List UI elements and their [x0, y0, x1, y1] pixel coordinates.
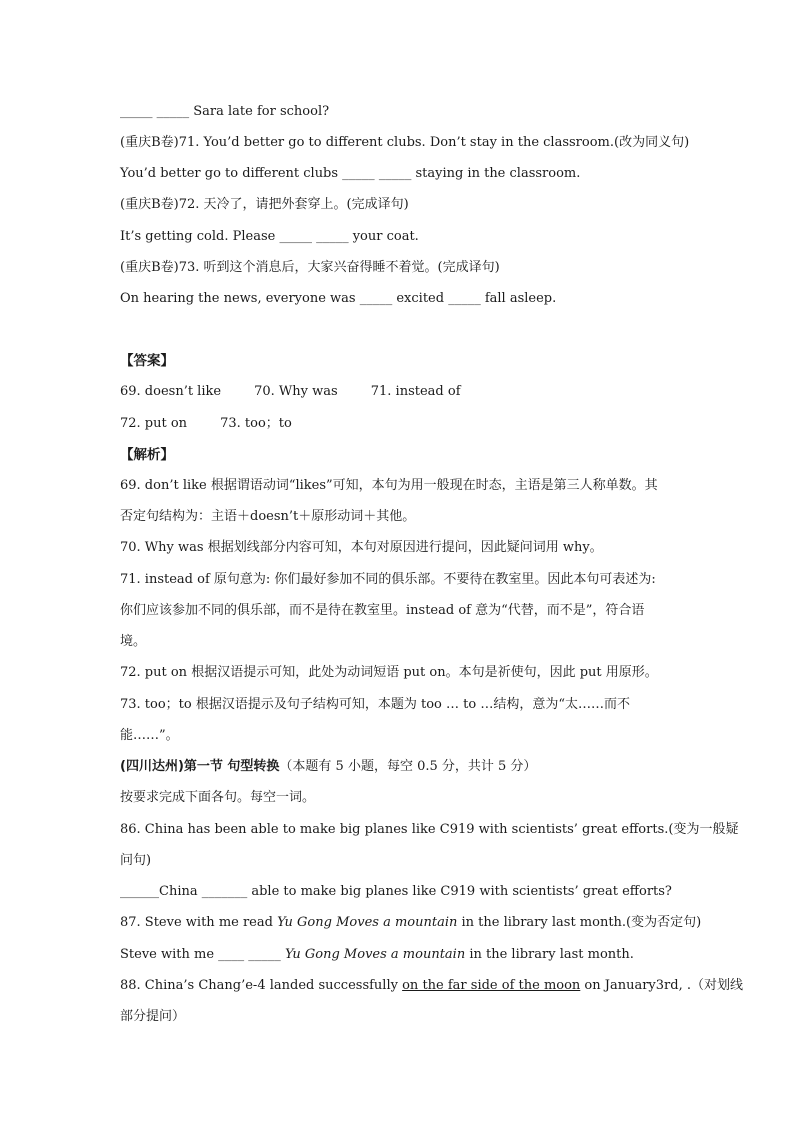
question-71-answer-line: You’d better go to different clubs _____ _____ staying in the classroom. — [120, 166, 581, 181]
question-88-prompt-start: 88. China’s Chang’e-4 landed successfully — [120, 978, 403, 993]
question-87-prompt — [120, 914, 702, 932]
section-heading — [120, 758, 680, 776]
question-72-answer-line: It’s getting cold. Please _____ _____ your coat. — [120, 229, 419, 244]
analysis-heading: 【解析】 — [120, 447, 174, 463]
question-86-prompt-line-2: 问句) — [120, 853, 152, 868]
question-87-book-title: Yu Gong Moves a mountain — [277, 915, 458, 930]
analysis-73-line-1: 73. too；to 根据汉语提示及句子结构可知，本题为 too … to …结构，意为“太……而不 — [120, 697, 630, 712]
answers-row-1: 69. doesn’t like 70. Why was 71. instead of — [120, 384, 461, 399]
question-86-answer-line: ______China _______ able to make big planes like C919 with scientists’ great efforts? — [120, 884, 672, 899]
question-87-answer-line — [120, 946, 680, 964]
section-scoring-note: （本题有 5 小题，每空 0.5 分，共计 5 分） — [279, 759, 537, 774]
section-instructions: 按要求完成下面各句。每空一词。 — [120, 790, 316, 805]
analysis-69-line-2: 否定句结构为：主语＋doesn’t＋原形动词＋其他。 — [120, 509, 416, 524]
analysis-72: 72. put on 根据汉语提示可知，此处为动词短语 put on。本句是祈使句，因此 put 用原形。 — [120, 665, 658, 680]
analysis-71-line-1: 71. instead of 原句意为: 你们最好参加不同的俱乐部。不要待在教室里。因此本句可表述为: — [120, 572, 656, 587]
analysis-71-line-2: 你们应该参加不同的俱乐部，而不是待在教室里。instead of 意为“代替，而不是”，符合语 — [120, 603, 645, 618]
question-72-prompt: (重庆B卷)72. 天冷了，请把外套穿上。(完成译句) — [120, 197, 409, 212]
answers-row-2: 72. put on 73. too；to — [120, 416, 292, 431]
question-70-answer-line: _____ _____ Sara late for school? — [120, 104, 330, 119]
question-88-prompt-line-1 — [120, 977, 743, 995]
question-87-answer-end: in the library last month. — [465, 947, 634, 962]
analysis-73-line-2: 能……”。 — [120, 728, 179, 743]
question-73-prompt: (重庆B卷)73. 听到这个消息后，大家兴奋得睡不着觉。(完成译句) — [120, 260, 500, 275]
question-88-underlined-part: on the far side of the moon — [402, 978, 581, 993]
question-87-answer-start: Steve with me ____ _____ — [120, 947, 285, 962]
analysis-69-line-1: 69. don’t like 根据谓语动词“likes”可知，本句为用一般现在时态，主语是第三人称单数。其 — [120, 478, 658, 493]
question-88-prompt-line-2: 部分提问） — [120, 1009, 186, 1024]
question-87-answer-book-title: Yu Gong Moves a mountain — [284, 947, 466, 962]
question-87-prompt-end: in the library last month.(变为否定句) — [457, 915, 702, 930]
question-87-prompt-start: 87. Steve with me read — [120, 915, 278, 930]
analysis-70: 70. Why was 根据划线部分内容可知，本句对原因进行提问，因此疑问词用 why。 — [120, 540, 603, 555]
question-86-prompt-line-1: 86. China has been able to make big planes like C919 with scientists’ great efforts.(变为一般疑 — [120, 822, 739, 837]
question-73-answer-line: On hearing the news, everyone was _____ excited _____ fall asleep. — [120, 291, 557, 306]
answer-heading: 【答案】 — [120, 353, 174, 369]
analysis-71-line-3: 境。 — [120, 634, 147, 649]
question-88-prompt-end: on January3rd, .（对划线 — [580, 978, 743, 993]
section-title: (四川达州)第一节 句型转换 — [120, 759, 280, 774]
question-71-prompt: (重庆B卷)71. You’d better go to different clubs. Don’t stay in the classroom.(改为同义句) — [120, 135, 690, 150]
